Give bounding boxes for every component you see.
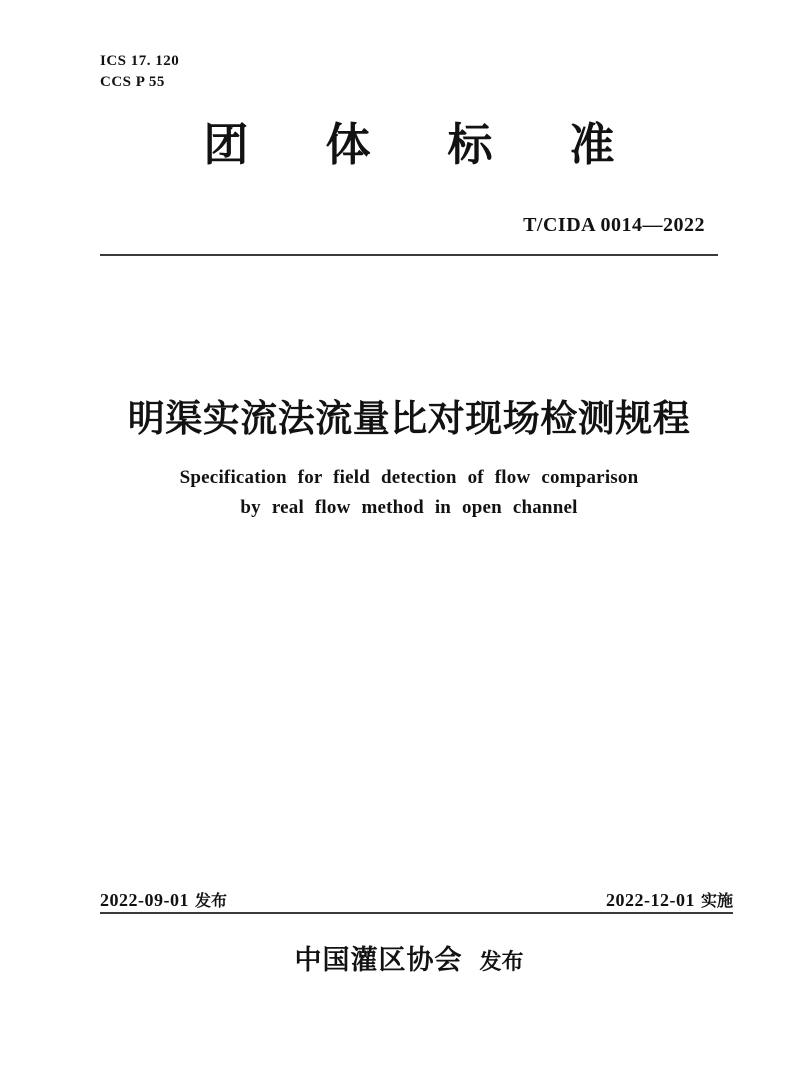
implementation-date-value: 2022-12-01 xyxy=(605,890,695,910)
bottom-horizontal-rule xyxy=(100,912,733,914)
issue-date xyxy=(100,888,227,911)
standard-number: T/CIDA 0014—2022 xyxy=(523,214,705,236)
dates-row xyxy=(100,888,733,911)
standard-type-text: 团体标准 xyxy=(203,118,692,171)
issue-date-label: 发布 xyxy=(195,891,228,910)
ics-code: ICS 17. 120 xyxy=(100,53,180,69)
implementation-date xyxy=(606,888,733,911)
top-horizontal-rule xyxy=(100,254,718,256)
title-english xyxy=(100,463,718,523)
issue-date-value: 2022-09-01 xyxy=(100,890,189,910)
publisher-name: 中国灌区协会 xyxy=(294,945,463,976)
publisher-line xyxy=(100,944,718,978)
title-english-line1: Specification for field detection of flow comparison xyxy=(179,467,639,488)
implementation-date-label: 实施 xyxy=(700,891,733,910)
ccs-code: CCS P 55 xyxy=(100,74,165,90)
standard-type-heading xyxy=(100,118,718,171)
title-chinese: 明渠实流法流量比对现场检测规程 xyxy=(127,397,691,440)
classification-codes xyxy=(100,51,179,93)
publisher-action-label: 发布 xyxy=(479,950,524,975)
title-english-line2: by real flow method in open channel xyxy=(240,497,578,518)
